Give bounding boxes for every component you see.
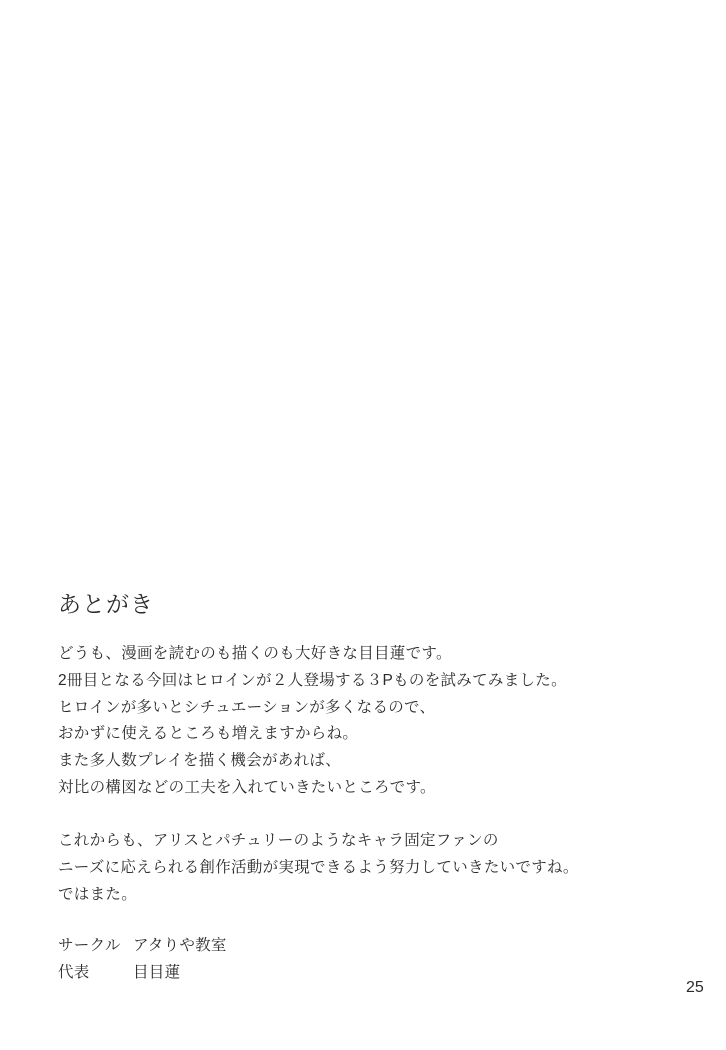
body-line: おかずに使えるところも増えますからね。: [58, 725, 359, 743]
colophon-value: 目目蓮: [133, 963, 181, 981]
body-line: また多人数プレイを描く機会があれば、: [58, 752, 342, 770]
body-line: ヒロインが多いとシチュエーションが多くなるので、: [58, 698, 436, 716]
colophon: [58, 933, 227, 987]
page-number: 25: [686, 979, 704, 996]
body-line: ではまた。: [58, 885, 138, 903]
body-line: 対比の構図などの工夫を入れていきたいところです。: [58, 778, 436, 796]
colophon-label: サークル: [58, 937, 121, 954]
body-line: これからも、アリスとパチュリーのようなキャラ固定ファンの: [58, 832, 499, 849]
body-line: どうも、漫画を読むのも描くのも大好きな目目蓮です。: [58, 645, 452, 662]
colophon-row-circle: [58, 933, 227, 960]
afterword-paragraph-1: [58, 641, 567, 802]
colophon-row-representative: [58, 960, 227, 987]
body-line: 2冊目となる今回はヒロインが２人登場する３Pものを試みてみました。: [58, 671, 567, 689]
body-line: ニーズに応えられる創作活動が実現できるよう努力していきたいですね。: [58, 858, 579, 876]
page-title: あとがき: [58, 591, 154, 617]
colophon-label: 代表: [58, 963, 90, 981]
colophon-value: アタりや教室: [133, 937, 227, 954]
afterword-paragraph-2: [58, 828, 579, 908]
